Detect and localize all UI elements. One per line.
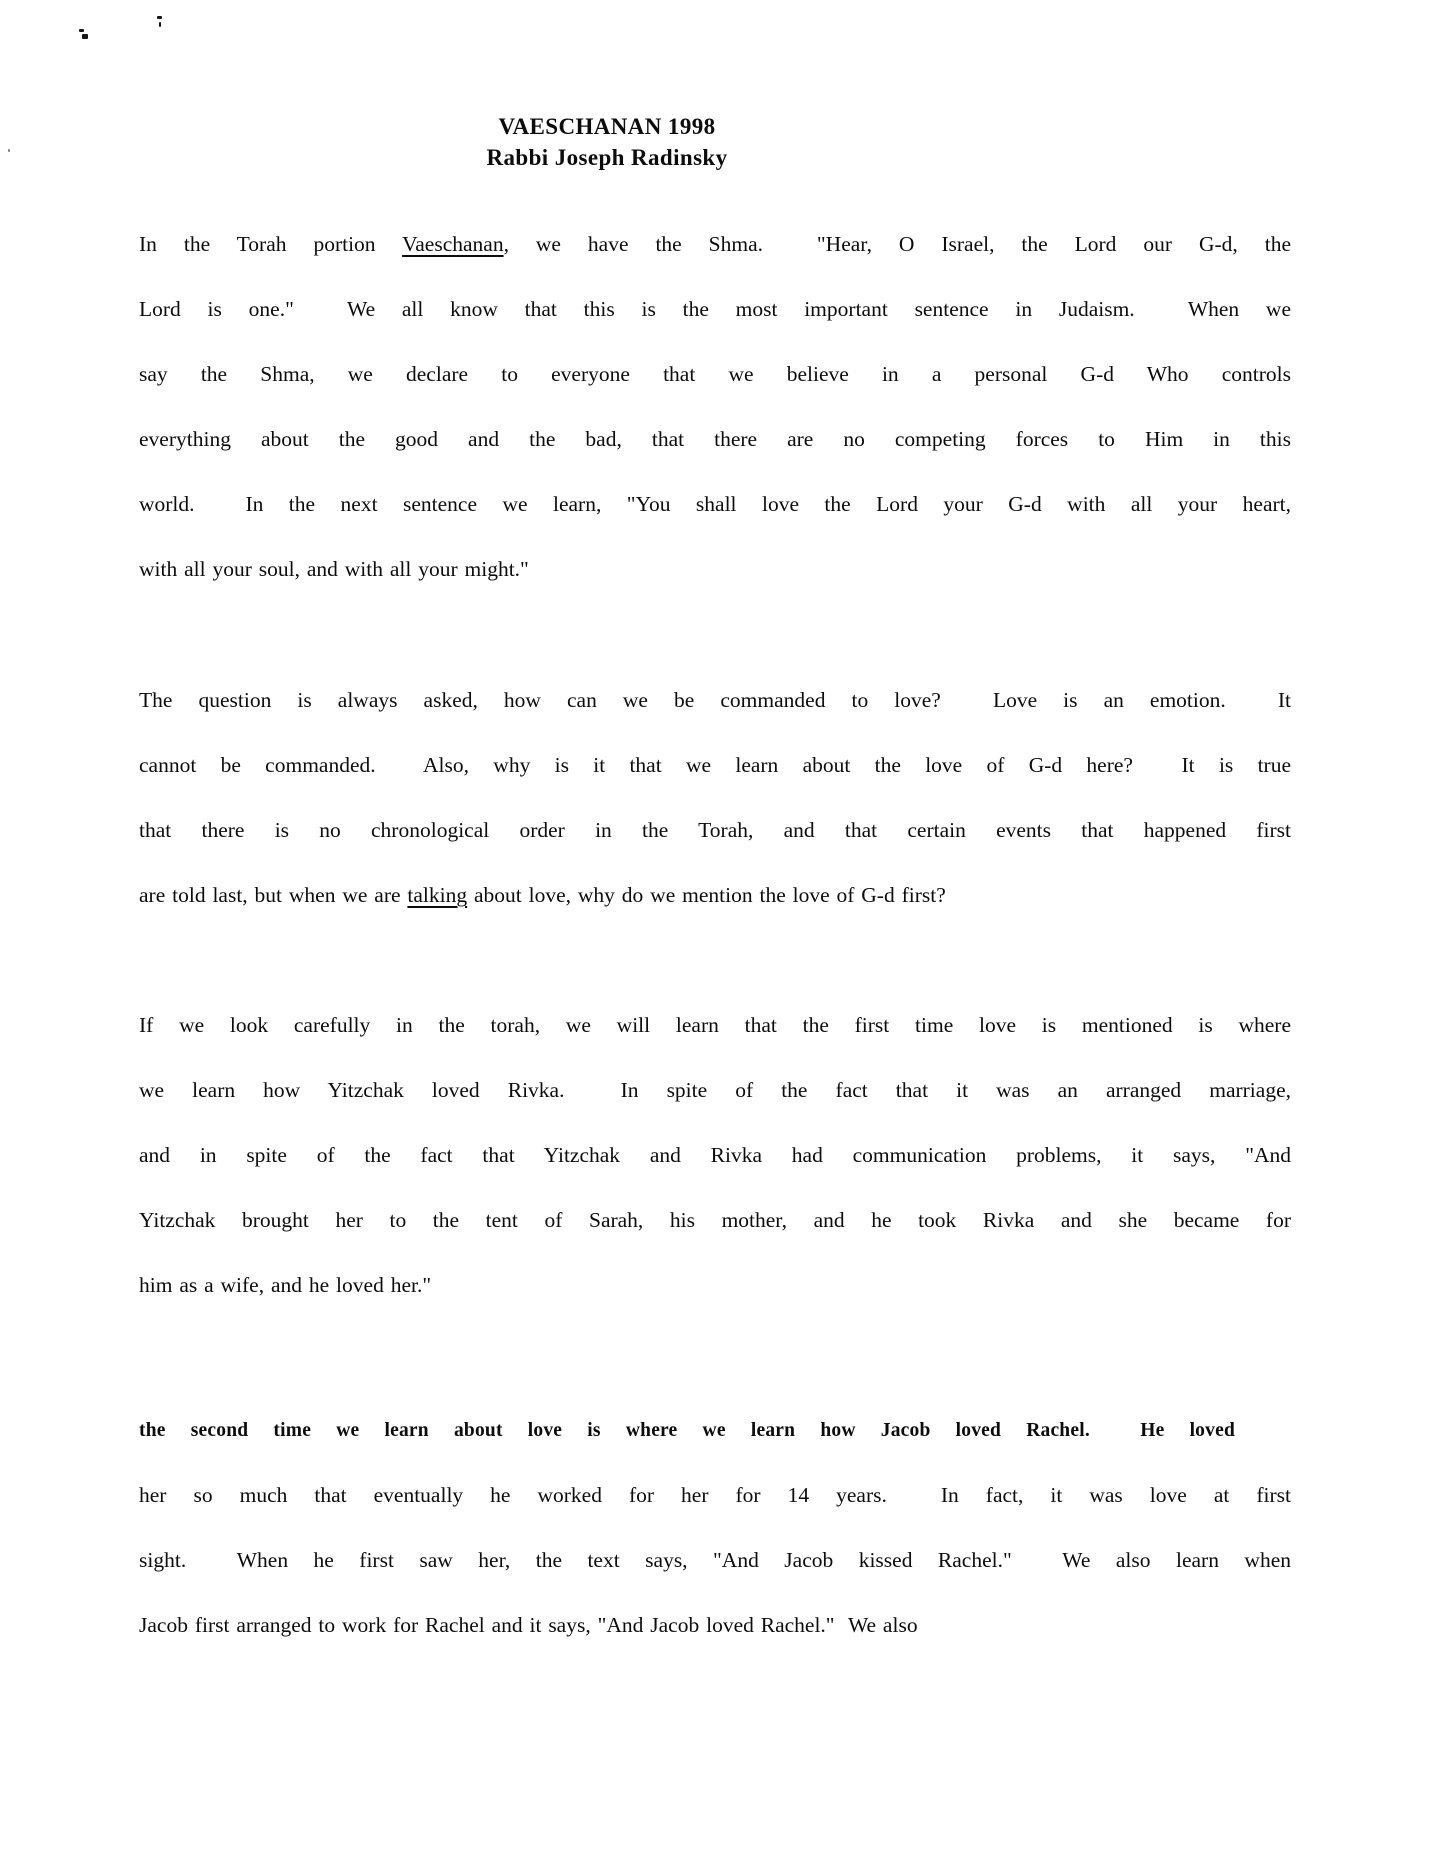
text-line: Jacob first arranged to work for Rachel and it says, "And Jacob loved Rachel." We also xyxy=(139,1613,918,1637)
underlined-word-talking: talking xyxy=(407,883,468,907)
scan-speckle xyxy=(159,22,161,27)
text-line: sight. When he first saw her, the text says, "And Jacob kissed Rachel." We also learn when xyxy=(139,1548,1291,1572)
scan-speckle xyxy=(82,34,88,39)
text-line: say the Shma, we declare to everyone that we believe in a personal G-d Who controls xyxy=(139,362,1291,386)
scan-speckle xyxy=(79,29,84,32)
line-segment: , we have the Shma. "Hear, O Israel, the Lord our G-d, the xyxy=(503,232,1291,256)
text-line: that there is no chronological order in the Torah, and that certain events that happened first xyxy=(139,818,1291,842)
text-line: the second time we learn about love is where we learn how Jacob loved Rachel. He loved xyxy=(139,1420,1235,1441)
underlined-word-vaeschanan: Vaeschanan xyxy=(402,232,504,256)
text-line xyxy=(139,863,1291,928)
text-line: with all your soul, and with all your might." xyxy=(139,557,529,581)
text-line: him as a wife, and he loved her." xyxy=(139,1273,432,1297)
line-segment: are told last, but when we are xyxy=(139,883,408,907)
paragraph-3 xyxy=(139,993,1291,1318)
paragraph-4 xyxy=(139,1398,1291,1658)
text-line: cannot be commanded. Also, why is it that we learn about the love of G-d here? It is true xyxy=(139,753,1291,777)
text-line: Lord is one." We all know that this is the most important sentence in Judaism. When we xyxy=(139,297,1291,321)
text-line: everything about the good and the bad, that there are no competing forces to Him in this xyxy=(139,427,1291,451)
document-title: VAESCHANAN 1998 xyxy=(498,114,716,139)
line-segment: about love, why do we mention the love of G-d first? xyxy=(467,883,946,907)
text-line: and in spite of the fact that Yitzchak and Rivka had communication problems, it says, "And xyxy=(139,1143,1291,1167)
paragraph-2 xyxy=(139,668,1291,928)
text-line: her so much that eventually he worked for her for 14 years. In fact, it was love at first xyxy=(139,1483,1291,1507)
text-line xyxy=(139,212,1291,277)
document-author: Rabbi Joseph Radinsky xyxy=(486,145,728,170)
text-line: If we look carefully in the torah, we will learn that the first time love is mentioned is where xyxy=(139,1013,1291,1037)
text-line: The question is always asked, how can we be commanded to love? Love is an emotion. It xyxy=(139,688,1291,712)
text-line: world. In the next sentence we learn, "You shall love the Lord your G-d with all your heart, xyxy=(139,492,1291,516)
paragraph-1 xyxy=(139,212,1291,602)
text-line: Yitzchak brought her to the tent of Sarah, his mother, and he took Rivka and she became for xyxy=(139,1208,1291,1232)
text-line: we learn how Yitzchak loved Rivka. In spite of the fact that it was an arranged marriage, xyxy=(139,1078,1291,1102)
document-header xyxy=(0,111,1214,173)
line-segment: In the Torah portion xyxy=(139,232,403,256)
scan-speckle xyxy=(157,16,162,19)
